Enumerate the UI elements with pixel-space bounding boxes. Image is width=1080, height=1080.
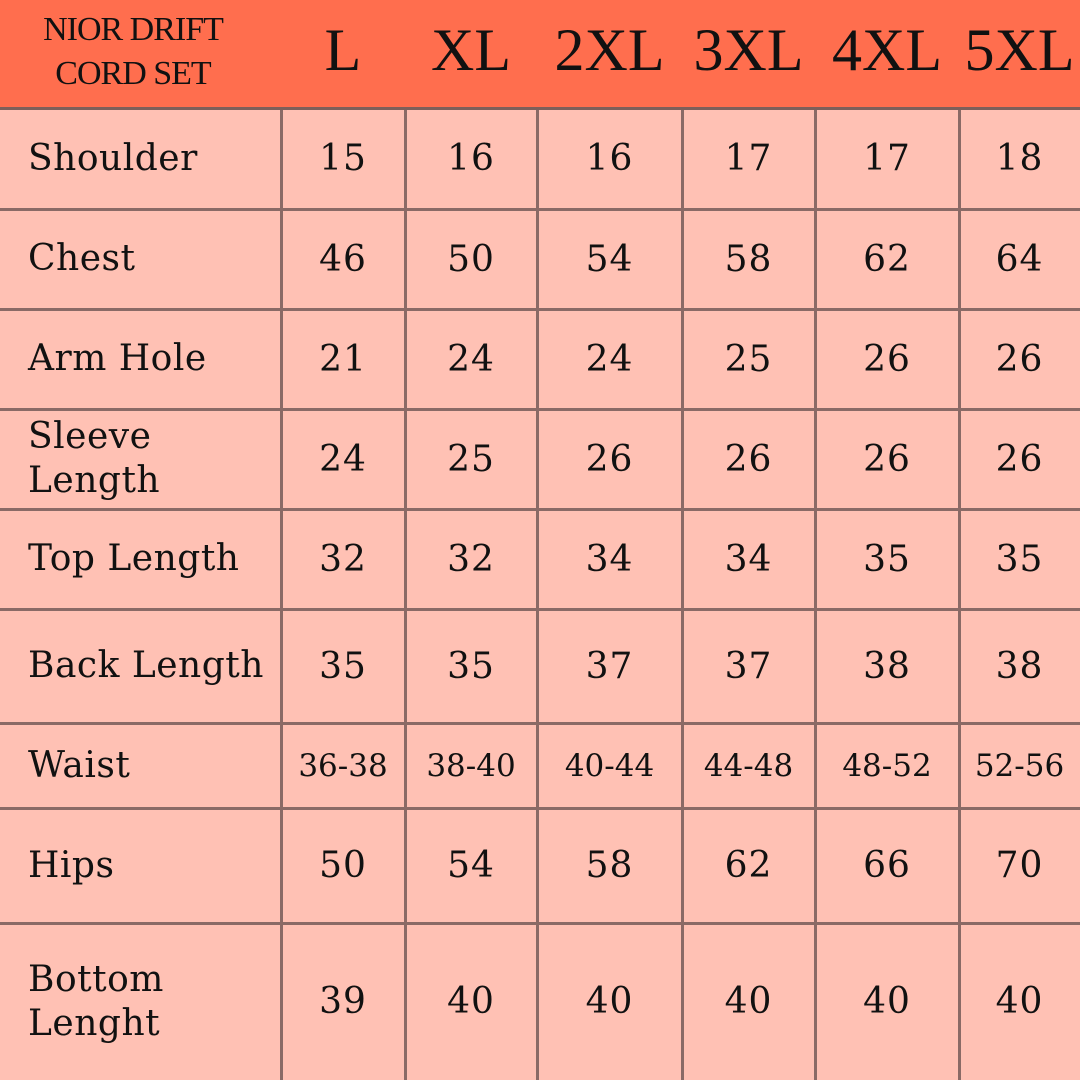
table-cell: 46 bbox=[319, 238, 367, 280]
table-cell: 48-52 bbox=[842, 747, 932, 784]
table-cell: 52-56 bbox=[974, 747, 1065, 784]
row-label: Back Length bbox=[28, 645, 264, 686]
table-cell: 58 bbox=[724, 238, 773, 280]
header-bar bbox=[0, 0, 1080, 108]
table-cell: 70 bbox=[995, 845, 1044, 886]
table-cell: 35 bbox=[319, 645, 367, 687]
table-cell: 39 bbox=[319, 981, 367, 1022]
table-cell: 36-38 bbox=[298, 747, 388, 784]
table-cell: 26 bbox=[995, 438, 1044, 480]
table-cell: 25 bbox=[724, 338, 773, 380]
table-cell: 17 bbox=[724, 138, 773, 179]
table-cell: 26 bbox=[585, 438, 634, 480]
table-cell: 24 bbox=[319, 438, 367, 480]
size-header-l: L bbox=[324, 17, 362, 83]
table-cell: 38 bbox=[995, 645, 1044, 687]
table-cell: 40 bbox=[863, 981, 911, 1022]
table-cell: 15 bbox=[319, 138, 367, 179]
row-label: Shoulder bbox=[28, 137, 198, 179]
table-cell: 35 bbox=[447, 645, 495, 687]
table-cell: 58 bbox=[585, 845, 634, 886]
table-cell: 44-48 bbox=[703, 747, 794, 784]
table-cell: 37 bbox=[724, 645, 773, 687]
row-label: Waist bbox=[28, 744, 131, 786]
table-cell: 38 bbox=[863, 645, 911, 687]
table-cell: 54 bbox=[447, 845, 495, 886]
table-cell: 24 bbox=[585, 338, 634, 380]
table-cell: 18 bbox=[995, 138, 1044, 179]
size-header-3xl: 3XL bbox=[693, 17, 804, 83]
table-cell: 50 bbox=[319, 845, 367, 886]
table-cell: 35 bbox=[863, 538, 911, 580]
table-cell: 40 bbox=[447, 981, 495, 1022]
table-cell: 26 bbox=[724, 438, 773, 480]
row-label: Arm Hole bbox=[28, 338, 207, 379]
table-cell: 34 bbox=[585, 538, 634, 580]
table-cell: 16 bbox=[585, 138, 634, 179]
size-header-xl: XL bbox=[431, 17, 511, 83]
table-cell: 17 bbox=[863, 138, 911, 179]
table-cell: 26 bbox=[863, 438, 911, 480]
table-cell: 40 bbox=[724, 981, 773, 1022]
row-label: Top Length bbox=[28, 538, 240, 579]
chart-title: NIOR DRIFT CORD SET bbox=[43, 11, 223, 92]
table-cell: 62 bbox=[863, 238, 911, 280]
size-header-2xl: 2XL bbox=[554, 17, 665, 83]
row-label: Chest bbox=[28, 238, 136, 279]
table-cell: 40-44 bbox=[564, 747, 655, 784]
row-label: Sleeve Length bbox=[28, 416, 161, 501]
table-cell: 21 bbox=[319, 338, 367, 380]
table-cell: 62 bbox=[724, 845, 773, 886]
table-cell: 64 bbox=[995, 238, 1044, 280]
table-cell: 66 bbox=[863, 845, 911, 886]
table-cell: 32 bbox=[319, 538, 367, 580]
row-label: Hips bbox=[28, 844, 115, 886]
table-cell: 34 bbox=[724, 538, 773, 580]
table-cell: 40 bbox=[995, 981, 1044, 1022]
table-cell: 24 bbox=[447, 338, 495, 380]
table-cell: 40 bbox=[585, 981, 634, 1022]
table-cell: 26 bbox=[995, 338, 1044, 380]
size-header-4xl: 4XL bbox=[832, 17, 942, 83]
table-cell: 50 bbox=[447, 238, 495, 280]
table-cell: 26 bbox=[863, 338, 911, 380]
size-header-5xl: 5XL bbox=[964, 17, 1075, 83]
table-cell: 54 bbox=[585, 238, 634, 280]
table-cell: 25 bbox=[447, 438, 495, 480]
table-cell: 16 bbox=[447, 138, 495, 179]
table-cell: 37 bbox=[585, 645, 634, 687]
table-cell: 38-40 bbox=[426, 747, 516, 784]
row-label: Bottom Lenght bbox=[28, 958, 164, 1044]
table-cell: 35 bbox=[995, 538, 1044, 580]
table-cell: 32 bbox=[447, 538, 495, 580]
